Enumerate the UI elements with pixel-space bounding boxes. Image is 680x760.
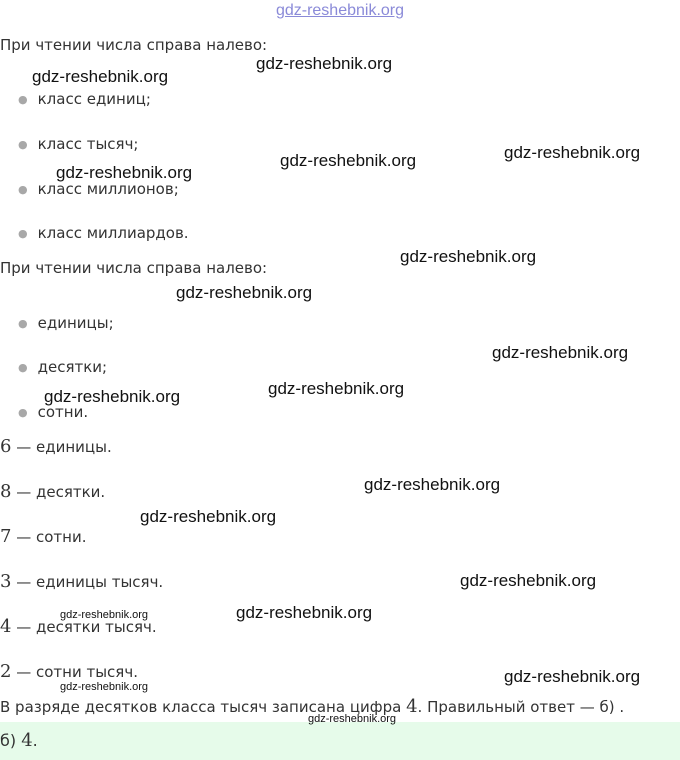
watermark: gdz-reshebnik.org bbox=[32, 67, 169, 86]
watermark: gdz-reshebnik.org bbox=[56, 163, 193, 182]
watermark: gdz-reshebnik.org bbox=[268, 379, 405, 398]
watermark: gdz-reshebnik.org bbox=[176, 283, 313, 302]
watermark: gdz-reshebnik.org bbox=[280, 151, 417, 170]
list-item: ● класс миллионов; bbox=[18, 180, 179, 198]
section1-lead: При чтении числа справа налево: bbox=[0, 36, 268, 54]
digit-line: 7 — сотни. bbox=[0, 526, 87, 547]
watermark: gdz-reshebnik.org bbox=[504, 667, 641, 686]
conclusion-text: В разряде десятков класса тысяч записана цифра 4. Правильный ответ — б) . bbox=[0, 696, 625, 717]
digit-line: 4 — десятки тысяч. bbox=[0, 616, 157, 637]
bullet-dot-icon: ● bbox=[18, 138, 28, 151]
watermark: gdz-reshebnik.org bbox=[400, 247, 537, 266]
watermark: gdz-reshebnik.org bbox=[460, 571, 597, 590]
list-item: ● десятки; bbox=[18, 358, 108, 376]
answer-box bbox=[0, 722, 680, 760]
bullet-dot-icon: ● bbox=[18, 183, 28, 196]
answer-text: б) 4. bbox=[0, 730, 38, 751]
list-item: ● класс тысяч; bbox=[18, 135, 139, 153]
watermark: gdz-reshebnik.org bbox=[308, 713, 397, 725]
bullet-dot-icon: ● bbox=[18, 93, 28, 106]
bullet-dot-icon: ● bbox=[18, 317, 28, 330]
digit-line: 8 — десятки. bbox=[0, 481, 106, 502]
digit-line: 3 — единицы тысяч. bbox=[0, 571, 164, 592]
watermark: gdz-reshebnik.org bbox=[60, 681, 149, 693]
watermark: gdz-reshebnik.org bbox=[256, 54, 393, 73]
bullet-dot-icon: ● bbox=[18, 361, 28, 374]
site-header-link[interactable]: gdz-reshebnik.org bbox=[275, 2, 405, 19]
list-item: ● сотни. bbox=[18, 403, 89, 421]
section2-lead: При чтении числа справа налево: bbox=[0, 259, 268, 277]
watermark: gdz-reshebnik.org bbox=[504, 143, 641, 162]
list-item: ● класс миллиардов. bbox=[18, 224, 189, 242]
digit-line: 2 — сотни тысяч. bbox=[0, 661, 138, 682]
digit-line: 6 — единицы. bbox=[0, 436, 112, 457]
bullet-dot-icon: ● bbox=[18, 406, 28, 419]
watermark: gdz-reshebnik.org bbox=[492, 343, 629, 362]
watermark: gdz-reshebnik.org bbox=[364, 475, 501, 494]
watermark: gdz-reshebnik.org bbox=[60, 609, 149, 621]
watermark: gdz-reshebnik.org bbox=[140, 507, 277, 526]
list-item: ● единицы; bbox=[18, 314, 114, 332]
watermark: gdz-reshebnik.org bbox=[44, 387, 181, 406]
list-item: ● класс единиц; bbox=[18, 90, 151, 108]
watermark: gdz-reshebnik.org bbox=[236, 603, 373, 622]
bullet-dot-icon: ● bbox=[18, 227, 28, 240]
